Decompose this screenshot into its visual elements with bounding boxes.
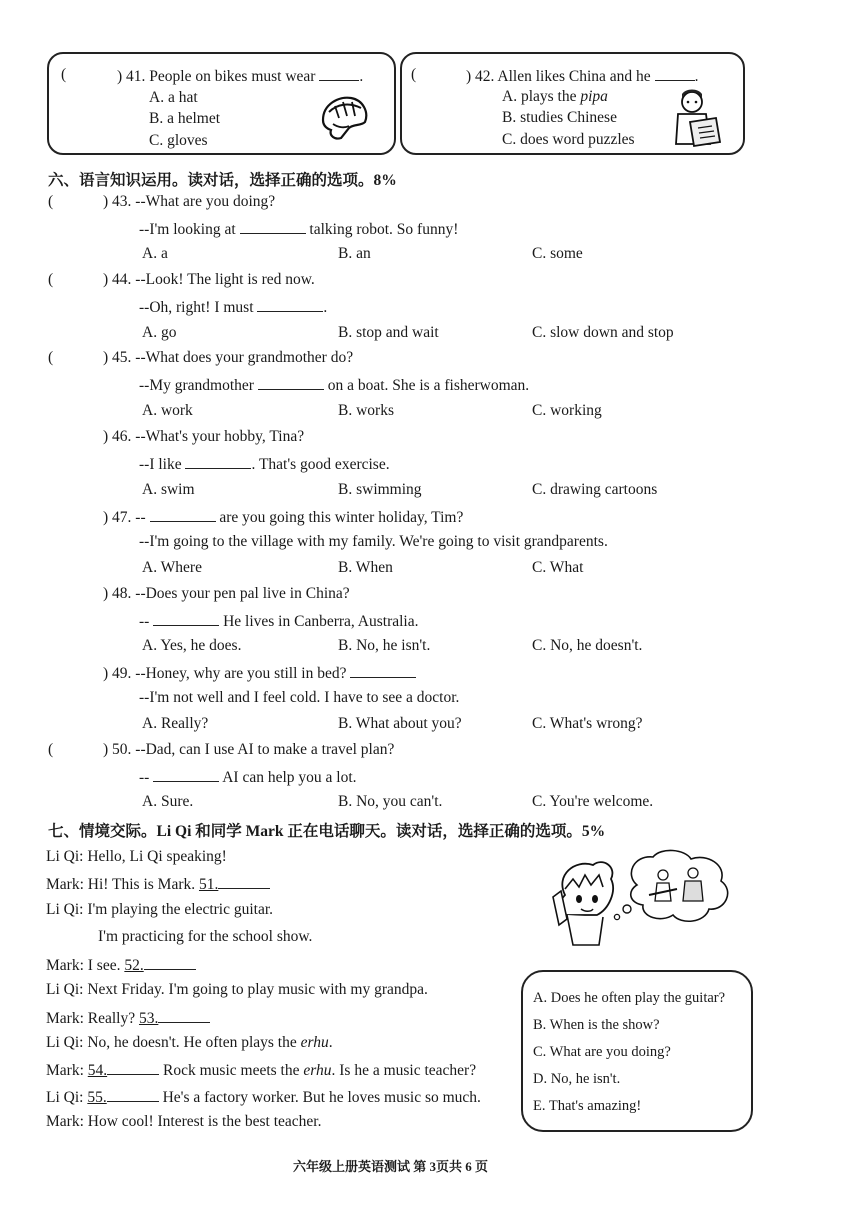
q44-answer-pre: --Oh, right! I must <box>139 299 254 316</box>
q50-option-c[interactable]: C. You're welcome. <box>532 793 654 810</box>
q46-question: ) 46. --What's your hobby, Tina? <box>103 428 305 445</box>
s7-option-e[interactable]: E. That's amazing! <box>533 1098 642 1114</box>
q41-stem-end: . <box>359 68 364 85</box>
q47-option-b[interactable]: B. When <box>338 559 393 576</box>
q49-question-text: ) 49. --Honey, why are you still in bed? <box>103 665 347 682</box>
q41-stem-text: ) 41. People on bikes must wear <box>117 68 316 85</box>
q45-option-c[interactable]: C. working <box>532 402 602 419</box>
q42-option-c[interactable]: C. does word puzzles <box>502 131 635 148</box>
q43-answer <box>139 219 458 239</box>
blank-51-line[interactable] <box>218 874 270 889</box>
blank-54: 54. <box>87 1062 108 1079</box>
q50-option-a[interactable]: A. Sure. <box>142 793 194 810</box>
q48-answer-pre: -- <box>139 613 150 630</box>
q46-blank[interactable] <box>185 454 251 469</box>
q43-blank[interactable] <box>240 219 306 234</box>
q43-answer-pre: --I'm looking at <box>139 221 236 238</box>
q47-blank[interactable] <box>150 507 216 522</box>
q48-question: ) 48. --Does your pen pal live in China? <box>103 585 350 602</box>
q45-answer-pre: --My grandmother <box>139 377 254 394</box>
dialogue-line-9 <box>46 1060 476 1080</box>
q45-question: ) 45. --What does your grandmother do? <box>103 349 354 366</box>
blank-53-line[interactable] <box>158 1008 210 1023</box>
q43-option-b[interactable]: B. an <box>338 245 371 262</box>
dialogue-line-10 <box>46 1087 481 1107</box>
q47-answer: --I'm going to the village with my family. We're going to visit grandparents. <box>139 533 608 550</box>
dialogue-line-9-after: Rock music meets the <box>163 1062 304 1079</box>
dialogue-line-9-text: Mark: <box>46 1062 88 1079</box>
q46-option-b[interactable]: B. swimming <box>338 481 422 498</box>
q42-blank[interactable] <box>655 66 695 81</box>
dialogue-line-9-tail: . Is he a music teacher? <box>331 1062 477 1079</box>
dialogue-line-2-text: Mark: Hi! This is Mark. <box>46 876 199 893</box>
q43-option-c[interactable]: C. some <box>532 245 583 262</box>
dialogue-line-3: Li Qi: I'm playing the electric guitar. <box>46 901 274 918</box>
q46-option-c[interactable]: C. drawing cartoons <box>532 481 658 498</box>
q41-option-a[interactable]: A. a hat <box>149 89 198 106</box>
q50-paren: ( <box>48 741 54 758</box>
q43-answer-post: talking robot. So funny! <box>309 221 459 238</box>
q49-option-a[interactable]: A. Really? <box>142 715 209 732</box>
dialogue-line-2 <box>46 874 270 894</box>
q45-option-a[interactable]: A. work <box>142 402 193 419</box>
q43-option-a[interactable]: A. a <box>142 245 168 262</box>
page-footer: 六年级上册英语测试 第 3页共 6 页 <box>293 1159 489 1174</box>
q41-blank[interactable] <box>319 66 359 81</box>
dialogue-line-8-text: Li Qi: No, he doesn't. He often plays the <box>46 1034 301 1051</box>
q48-blank[interactable] <box>153 611 219 626</box>
blank-51: 51. <box>198 876 219 893</box>
q49-answer: --I'm not well and I feel cold. I have to see a doctor. <box>139 689 460 706</box>
blank-55-line[interactable] <box>107 1087 159 1102</box>
dialogue-line-10-text: Li Qi: <box>46 1089 88 1106</box>
section-7-title: 七、情境交际。Li Qi 和同学 Mark 正在电话聊天。读对话，选择正确的选项。5% <box>48 823 606 840</box>
q50-blank[interactable] <box>153 767 219 782</box>
dialogue-line-10-after: He's a factory worker. But he loves music so much. <box>162 1089 481 1106</box>
dialogue-line-4: I'm practicing for the school show. <box>98 928 313 945</box>
q44-answer <box>139 297 327 317</box>
question-42-box <box>400 52 745 155</box>
q42-option-a-italic: pipa <box>580 88 608 105</box>
q50-option-b[interactable]: B. No, you can't. <box>338 793 443 810</box>
q46-option-a[interactable]: A. swim <box>142 481 195 498</box>
q46-answer-post: . That's good exercise. <box>251 456 390 473</box>
q47-question-pre: ) 47. -- <box>103 509 146 526</box>
blank-52: 52. <box>124 957 144 974</box>
q50-question: ) 50. --Dad, can I use AI to make a travel plan? <box>103 741 395 758</box>
dialogue-line-11: Mark: How cool! Interest is the best teacher. <box>46 1113 322 1130</box>
q42-option-a[interactable] <box>502 88 608 106</box>
blank-52-line[interactable] <box>144 955 196 970</box>
q48-answer-post: He lives in Canberra, Australia. <box>223 613 419 630</box>
dialogue-line-5-text: Mark: I see. <box>46 957 125 974</box>
q42-option-b[interactable]: B. studies Chinese <box>502 109 617 126</box>
q41-stem <box>117 66 363 86</box>
dialogue-line-8 <box>46 1034 333 1052</box>
s7-option-d[interactable]: D. No, he isn't. <box>533 1071 621 1087</box>
q49-question <box>103 663 416 683</box>
boy-reading-icon <box>672 88 722 150</box>
q42-stem-end: . <box>694 68 699 85</box>
q48-answer <box>139 611 419 631</box>
q50-answer-post: AI can help you a lot. <box>222 769 357 786</box>
q50-answer <box>139 767 357 787</box>
q43-question: ) 43. --What are you doing? <box>103 193 276 210</box>
q44-paren: ( <box>48 271 54 288</box>
q50-answer-pre: -- <box>139 769 150 786</box>
q47-option-a[interactable]: A. Where <box>142 559 202 576</box>
q41-option-c[interactable]: C. gloves <box>149 132 208 149</box>
section-7-options-box <box>521 970 753 1132</box>
question-41-box <box>47 52 396 155</box>
q44-option-a[interactable]: A. go <box>142 324 177 341</box>
q46-answer-pre: --I like <box>139 456 182 473</box>
dialogue-line-1: Li Qi: Hello, Li Qi speaking! <box>46 848 227 865</box>
q42-stem-text: ) 42. Allen likes China and he <box>466 68 651 85</box>
s7-option-c[interactable]: C. What are you doing? <box>533 1044 671 1060</box>
dialogue-line-7-text: Mark: Really? <box>46 1010 139 1027</box>
erhu-word-2: erhu <box>303 1062 332 1079</box>
blank-55: 55. <box>87 1089 107 1106</box>
dialogue-line-7 <box>46 1008 210 1028</box>
q42-stem <box>466 66 698 86</box>
q42-option-a-text: A. plays the <box>502 88 581 105</box>
q48-option-c[interactable]: C. No, he doesn't. <box>532 637 643 654</box>
q44-question: ) 44. --Look! The light is red now. <box>103 271 315 288</box>
q48-option-a[interactable]: A. Yes, he does. <box>142 637 242 654</box>
q44-answer-post: . <box>323 299 328 316</box>
section-6-title: 六、语言知识运用。读对话，选择正确的选项。8% <box>48 172 397 189</box>
q44-blank[interactable] <box>257 297 323 312</box>
q47-option-c[interactable]: C. What <box>532 559 584 576</box>
q49-option-b[interactable]: B. What about you? <box>338 715 462 732</box>
blank-53: 53. <box>138 1010 159 1027</box>
erhu-word-1: erhu <box>300 1034 329 1051</box>
q45-answer <box>139 375 529 395</box>
q49-blank[interactable] <box>350 663 416 678</box>
q45-paren: ( <box>48 349 54 366</box>
s7-option-a[interactable]: A. Does he often play the guitar? <box>533 990 726 1006</box>
dialogue-line-5 <box>46 955 196 975</box>
q42-paren: ( <box>411 66 417 83</box>
q47-question-post: are you going this winter holiday, Tim? <box>219 509 464 526</box>
q41-paren: ( <box>61 66 67 83</box>
dialogue-line-6: Li Qi: Next Friday. I'm going to play music with my grandpa. <box>46 981 428 998</box>
q44-option-b[interactable]: B. stop and wait <box>338 324 439 341</box>
boy-on-phone-illustration <box>545 845 745 970</box>
q41-option-b[interactable]: B. a helmet <box>149 110 221 127</box>
s7-option-b[interactable]: B. When is the show? <box>533 1017 660 1033</box>
q49-option-c[interactable]: C. What's wrong? <box>532 715 643 732</box>
q44-option-c[interactable]: C. slow down and stop <box>532 324 674 341</box>
q45-blank[interactable] <box>258 375 324 390</box>
q45-option-b[interactable]: B. works <box>338 402 394 419</box>
q46-answer <box>139 454 390 474</box>
helmet-icon <box>319 94 371 142</box>
q48-option-b[interactable]: B. No, he isn't. <box>338 637 431 654</box>
q47-question <box>103 507 463 527</box>
q45-answer-post: on a boat. She is a fisherwoman. <box>327 377 530 394</box>
dialogue-line-8-tail: . <box>328 1034 333 1051</box>
q43-paren: ( <box>48 193 54 210</box>
blank-54-line[interactable] <box>107 1060 159 1075</box>
